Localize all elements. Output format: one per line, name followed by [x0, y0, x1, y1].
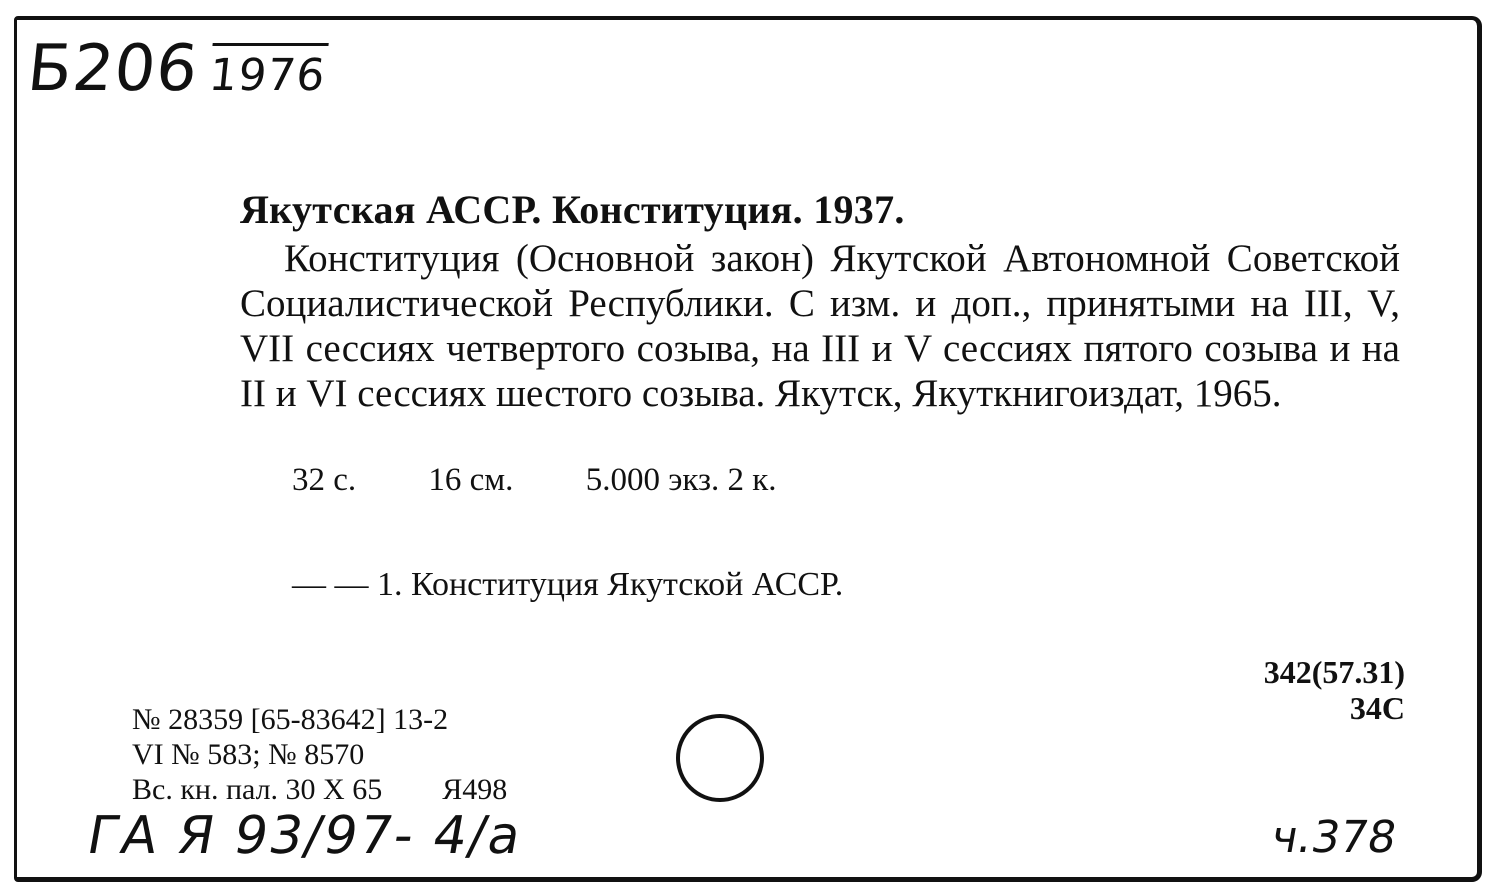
control-line-3	[132, 772, 507, 807]
shelfmark-year: 1976	[207, 43, 329, 101]
handwritten-copy-number: ч.378	[1267, 812, 1401, 863]
handwritten-shelfmark	[24, 32, 330, 106]
collation	[292, 462, 841, 499]
handwritten-accession-number: ГА Я 93/97- 4/а	[82, 806, 528, 866]
control-line-3-b: Я498	[442, 773, 508, 806]
control-line-2: VI № 583; № 8570	[132, 738, 365, 771]
shelfmark-code: Б206	[24, 32, 202, 106]
classification-number	[1264, 654, 1405, 726]
classification-line-1: 342(57.31)	[1263, 654, 1405, 690]
subject-tracing: — — 1. Конституция Якутской АССР.	[292, 566, 844, 603]
collation-copies-price: 5.000 экз. 2 к.	[585, 462, 777, 498]
control-line-3-a: Вс. кн. пал. 30 X 65	[132, 773, 383, 806]
entry-body: Конституция (Основной закон) Якутской Автономной Советской Социалистической Республики. С изм. и доп., принятыми на III, V, VII сессиях четвертого созыва, на III и V сессиях пятого созыва и на II и VI сессиях шестого созыва. Якутск, Якуткнигоиздат, 1965.	[240, 237, 1400, 415]
punch-hole	[676, 714, 764, 802]
control-line-1: № 28359 [65-83642] 13-2	[132, 703, 449, 736]
control-numbers	[132, 702, 507, 807]
collation-size: 16 см.	[428, 462, 514, 498]
entry-heading: Якутская АССР. Конституция. 1937.	[240, 187, 905, 232]
collation-pages: 32 с.	[292, 462, 357, 498]
classification-line-2: 34С	[1349, 690, 1405, 726]
